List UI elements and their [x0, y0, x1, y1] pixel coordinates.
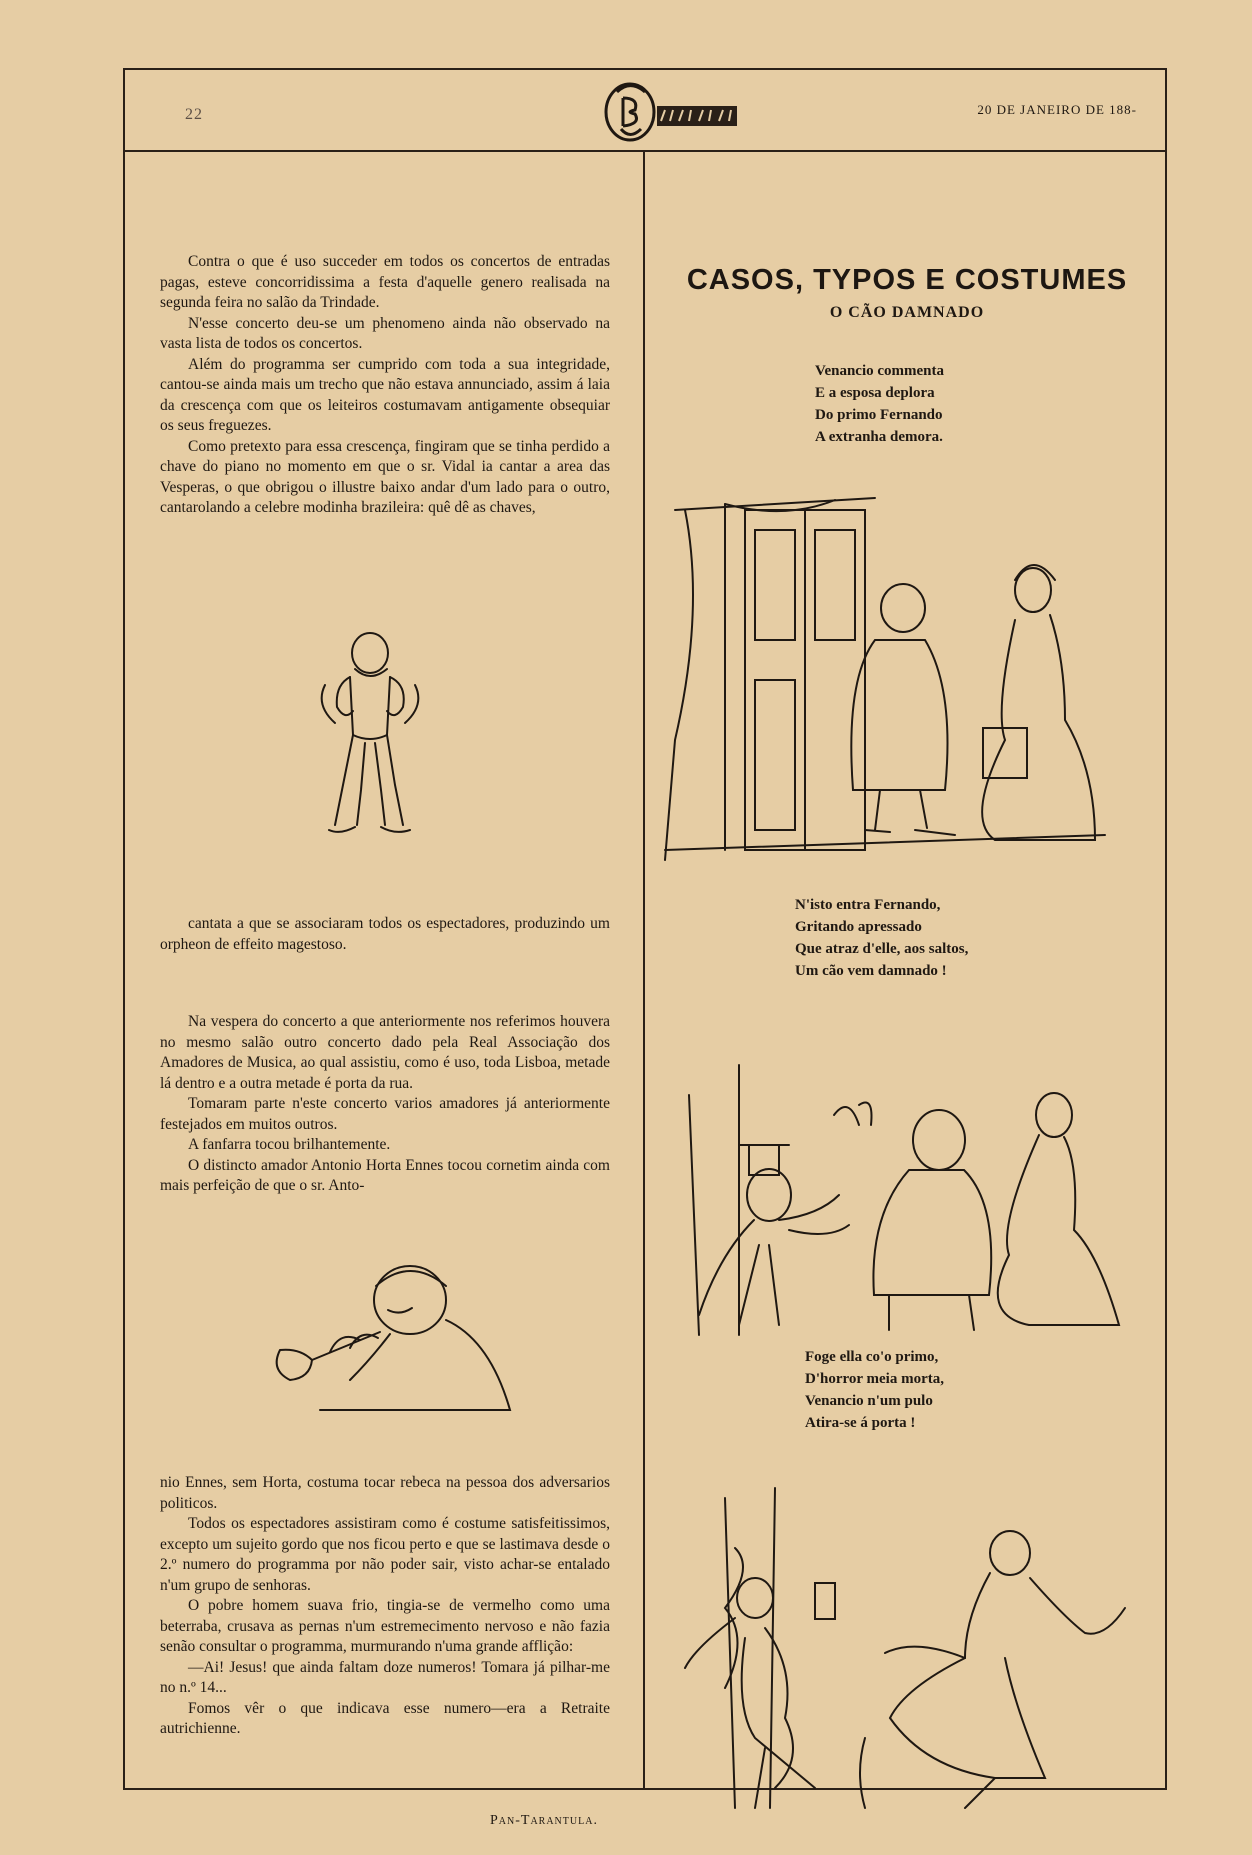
verse-line: D'horror meia morta, — [805, 1371, 944, 1387]
article-top-block — [160, 252, 610, 519]
article-middle-block — [160, 1012, 610, 1197]
verse-line: N'isto entra Fernando, — [795, 897, 941, 913]
paragraph: Todos os espectadores assistiram como é costume satisfeitissimos, excepto um sujeito gordo que nos ficou perto e que se lastimava desde o 2.º numero do programma por não poder sair, visto achar-se entalado n'um grupo de senhoras. — [160, 1515, 610, 1594]
panel-3-illustration — [665, 1488, 1135, 1818]
paragraph: O pobre homem suava frio, tingia-se de vermelho como uma beterraba, crusava as pernas n'um estremecimento nervoso e não fazia senão consultar o programma, murmurando n'uma grande afflição: — [160, 1597, 610, 1655]
verse-line: Do primo Fernando — [815, 407, 943, 423]
verse-line: Atira-se á porta ! — [805, 1415, 916, 1431]
page-frame — [123, 68, 1167, 1828]
verse-1 — [815, 360, 944, 448]
verse-line: Um cão vem damnado ! — [795, 963, 947, 979]
dancing-singer-illustration — [295, 625, 445, 855]
panel-1-illustration — [665, 490, 1105, 860]
paragraph: nio Ennes, sem Horta, costuma tocar rebeca na pessoa dos adversarios politicos. — [160, 1474, 610, 1512]
paragraph: —Ai! Jesus! que ainda faltam doze numeros! Tomara já pilhar-me no n.º 14... — [160, 1658, 610, 1696]
verse-2 — [795, 894, 968, 982]
paragraph: Tomaram parte n'este concerto varios amadores já anteriormente festejados em muitos outros. — [160, 1095, 610, 1133]
verse-line: Gritando apressado — [795, 919, 922, 935]
page-number: 22 — [185, 106, 203, 123]
paragraph: Contra o que é uso succeder em todos os concertos de entradas pagas, esteve concorridissima a festa d'aquelle genero realisada na segunda feira no salão da Trindade. — [160, 253, 610, 311]
verse-line: Venancio n'um pulo — [805, 1393, 933, 1409]
comic-subtitle: O CÃO DAMNADO — [829, 304, 985, 321]
article-bottom-block — [160, 1473, 610, 1740]
column-divider — [643, 150, 645, 1788]
paragraph: O distincto amador Antonio Horta Ennes tocou cornetim ainda com mais perfeição de que o sr. Anto- — [160, 1156, 610, 1194]
paragraph: Fomos vêr o que indicava esse numero—era a Retraite autrichienne. — [160, 1699, 610, 1737]
paragraph: N'esse concerto deu-se um phenomeno ainda não observado na vasta lista de todos os concertos. — [160, 314, 610, 352]
comic-title: CASOS, TYPOS E COSTUMES — [686, 264, 1128, 296]
issue-date: 20 DE JANEIRO DE 188- — [977, 102, 1137, 117]
paragraph: A fanfarra tocou brilhantemente. — [188, 1136, 391, 1153]
paragraph: cantata a que se associaram todos os espectadores, produzindo um orpheon de effeito magestoso. — [160, 915, 610, 953]
verse-3 — [805, 1346, 944, 1434]
masthead — [125, 70, 1165, 152]
paragraph: Na vespera do concerto a que anteriormente nos referimos houvera no mesmo salão outro concerto dado pela Real Associação dos Amadores de Musica, ao qual assistiu, como é uso, toda Lisboa, metade lá dentro e a outra metade é porta da rua. — [160, 1013, 610, 1092]
verse-line: Que atraz d'elle, aos saltos, — [795, 941, 969, 957]
paragraph: Como pretexto para essa crescença, fingiram que se tinha perdido a chave do piano no momento em que o sr. Vidal ia cantar a area das Vesperas, o que obrigou o illustre baixo andar d'um lado para o outro, cantarolando a celebre modinha brazileira: quê dê as chaves, — [160, 437, 610, 516]
author-signature: Pan-Tarantula. — [490, 1813, 598, 1828]
paragraph: Além do programma ser cumprido com toda a sua integridade, cantou-se ainda mais um trecho que não estava annunciado, assim á laia da crescença com que os leiteiros costumavam antigamente obsequiar os seus freguezes. — [160, 355, 610, 434]
masthead-logo — [595, 74, 745, 144]
panel-2-illustration — [659, 1055, 1129, 1335]
verse-line: E a esposa deplora — [815, 385, 935, 401]
verse-line: Foge ella co'o primo, — [805, 1349, 939, 1365]
verse-line: Venancio commenta — [815, 363, 945, 379]
verse-line: A extranha demora. — [815, 429, 943, 445]
cornet-player-illustration — [260, 1260, 520, 1420]
